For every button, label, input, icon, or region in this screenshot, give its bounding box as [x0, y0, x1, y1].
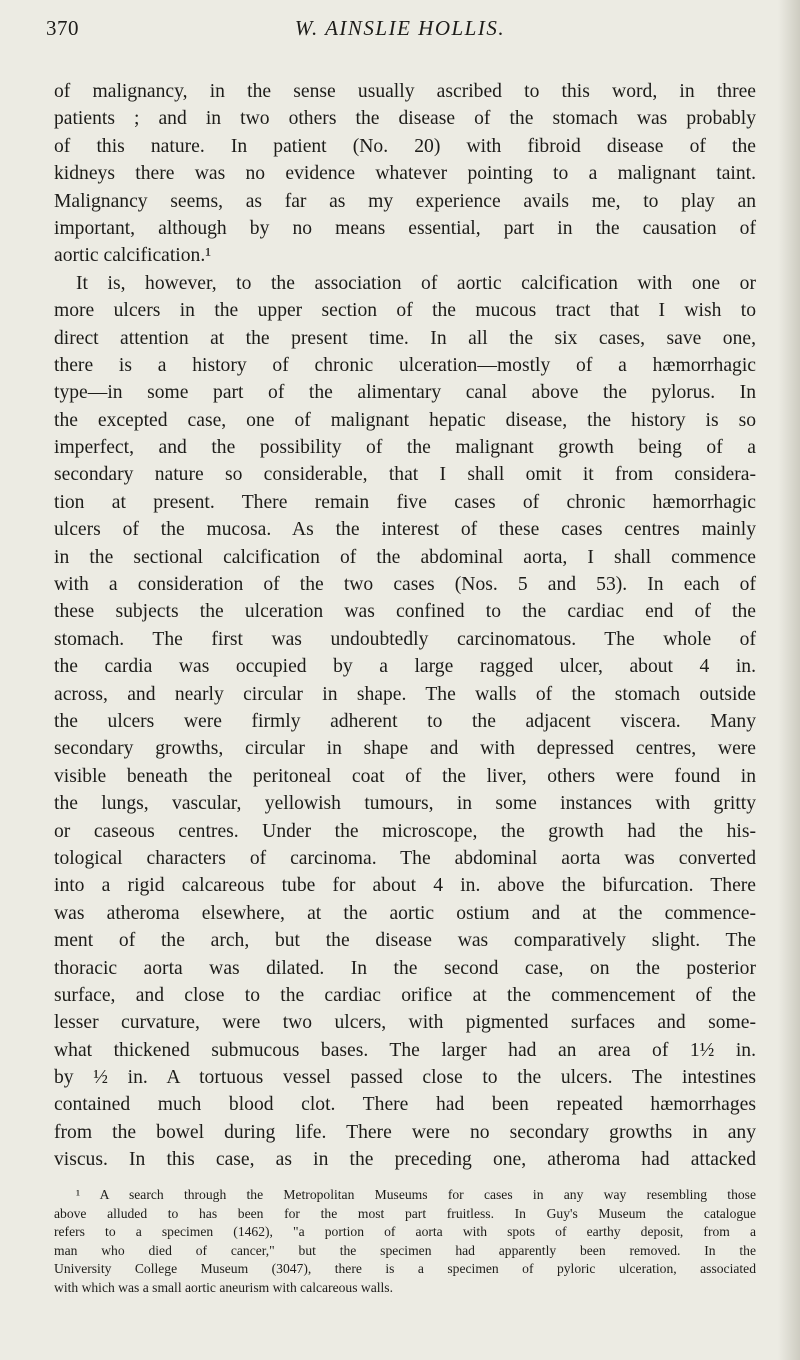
- body-line: tion at present. There remain five cases of chronic hæmorrhagic: [54, 491, 756, 513]
- body-line: secondary growths, circular in shape and with depressed centres, were: [54, 738, 756, 760]
- body-line: was atheroma elsewhere, at the aortic ostium and at the commence-: [54, 902, 756, 924]
- footnote-line: above alluded to has been for the most part fruitless. In Guy's Museum the catalogue: [54, 1205, 756, 1221]
- footnote-line: man who died of cancer," but the specimen had apparently been removed. In the: [54, 1242, 756, 1258]
- body-line: the ulcers were firmly adherent to the adjacent viscera. Many: [54, 710, 756, 732]
- page-header: [46, 16, 754, 46]
- footnote-line: refers to a specimen (1462), "a portion of aorta with spots of earthy deposit, from a: [54, 1224, 756, 1240]
- body-line: It is, however, to the association of aortic calcification with one or: [76, 272, 756, 294]
- body-line: imperfect, and the possibility of the malignant growth being of a: [54, 437, 756, 459]
- body-line: the lungs, vascular, yellowish tumours, in some instances with gritty: [54, 793, 756, 815]
- body-line: of this nature. In patient (No. 20) with fibroid disease of the: [54, 135, 756, 157]
- body-line: type—in some part of the alimentary canal above the pylorus. In: [54, 382, 756, 404]
- body-line: with a consideration of the two cases (Nos. 5 and 53). In each of: [54, 574, 756, 596]
- running-head: W. AINSLIE HOLLIS.: [294, 16, 506, 40]
- body-line: across, and nearly circular in shape. The walls of the stomach outside: [54, 683, 756, 705]
- body-line: surface, and close to the cardiac orifice at the commencement of the: [54, 984, 756, 1006]
- body-line: thoracic aorta was dilated. In the second case, on the posterior: [54, 957, 756, 979]
- footnote-line: University College Museum (3047), there is a specimen of pyloric ulceration, associated: [54, 1261, 756, 1277]
- body-line: important, although by no means essential, part in the causation of: [54, 217, 756, 239]
- body-line: contained much blood clot. There had been repeated hæmorrhages: [54, 1094, 756, 1116]
- footnote-line: ¹ A search through the Metropolitan Museums for cases in any way resembling those: [76, 1187, 756, 1202]
- page-edge-shadow: [778, 0, 800, 1360]
- body-line: viscus. In this case, as in the preceding one, atheroma had attacked: [54, 1149, 756, 1171]
- body-line: the cardia was occupied by a large ragged ulcer, about 4 in.: [54, 656, 756, 678]
- body-line: of malignancy, in the sense usually ascribed to this word, in three: [54, 81, 756, 102]
- body-line: ment of the arch, but the disease was comparatively slight. The: [54, 930, 756, 952]
- body-line: from the bowel during life. There were no secondary growths in any: [54, 1121, 756, 1143]
- body-line: aortic calcification.¹: [54, 245, 212, 267]
- page-number: 370: [46, 16, 79, 40]
- body-line: stomach. The first was undoubtedly carcinomatous. The whole of: [54, 628, 756, 650]
- body-text: [54, 78, 756, 1174]
- body-line: what thickened submucous bases. The larger had an area of 1½ in.: [54, 1039, 756, 1061]
- body-line: or caseous centres. Under the microscope, the growth had the his-: [54, 820, 756, 842]
- body-line: by ½ in. A tortuous vessel passed close to the ulcers. The intestines: [54, 1067, 756, 1089]
- body-line: in the sectional calcification of the abdominal aorta, I shall commence: [54, 546, 756, 568]
- body-line: more ulcers in the upper section of the mucous tract that I wish to: [54, 300, 756, 322]
- body-line: into a rigid calcareous tube for about 4 in. above the bifurcation. There: [54, 875, 756, 897]
- body-line: kidneys there was no evidence whatever pointing to a malignant taint.: [54, 163, 756, 185]
- body-line: lesser curvature, were two ulcers, with pigmented surfaces and some-: [54, 1012, 756, 1034]
- footnotes: [54, 1186, 756, 1298]
- body-line: visible beneath the peritoneal coat of the liver, others were found in: [54, 765, 756, 787]
- body-line: ulcers of the mucosa. As the interest of these cases centres mainly: [54, 519, 756, 541]
- body-line: patients ; and in two others the disease of the stomach was probably: [54, 108, 756, 130]
- body-line: tological characters of carcinoma. The abdominal aorta was converted: [54, 847, 756, 869]
- body-line: the excepted case, one of malignant hepatic disease, the history is so: [54, 409, 756, 431]
- body-line: these subjects the ulceration was confined to the cardiac end of the: [54, 601, 756, 623]
- body-line: secondary nature so considerable, that I shall omit it from considera-: [54, 464, 756, 486]
- footnote-line: with which was a small aortic aneurism with calcareous walls.: [54, 1279, 393, 1295]
- body-line: Malignancy seems, as far as my experience avails me, to play an: [54, 190, 756, 212]
- body-line: direct attention at the present time. In all the six cases, save one,: [54, 327, 756, 349]
- body-line: there is a history of chronic ulceration—mostly of a hæmorrhagic: [54, 354, 756, 376]
